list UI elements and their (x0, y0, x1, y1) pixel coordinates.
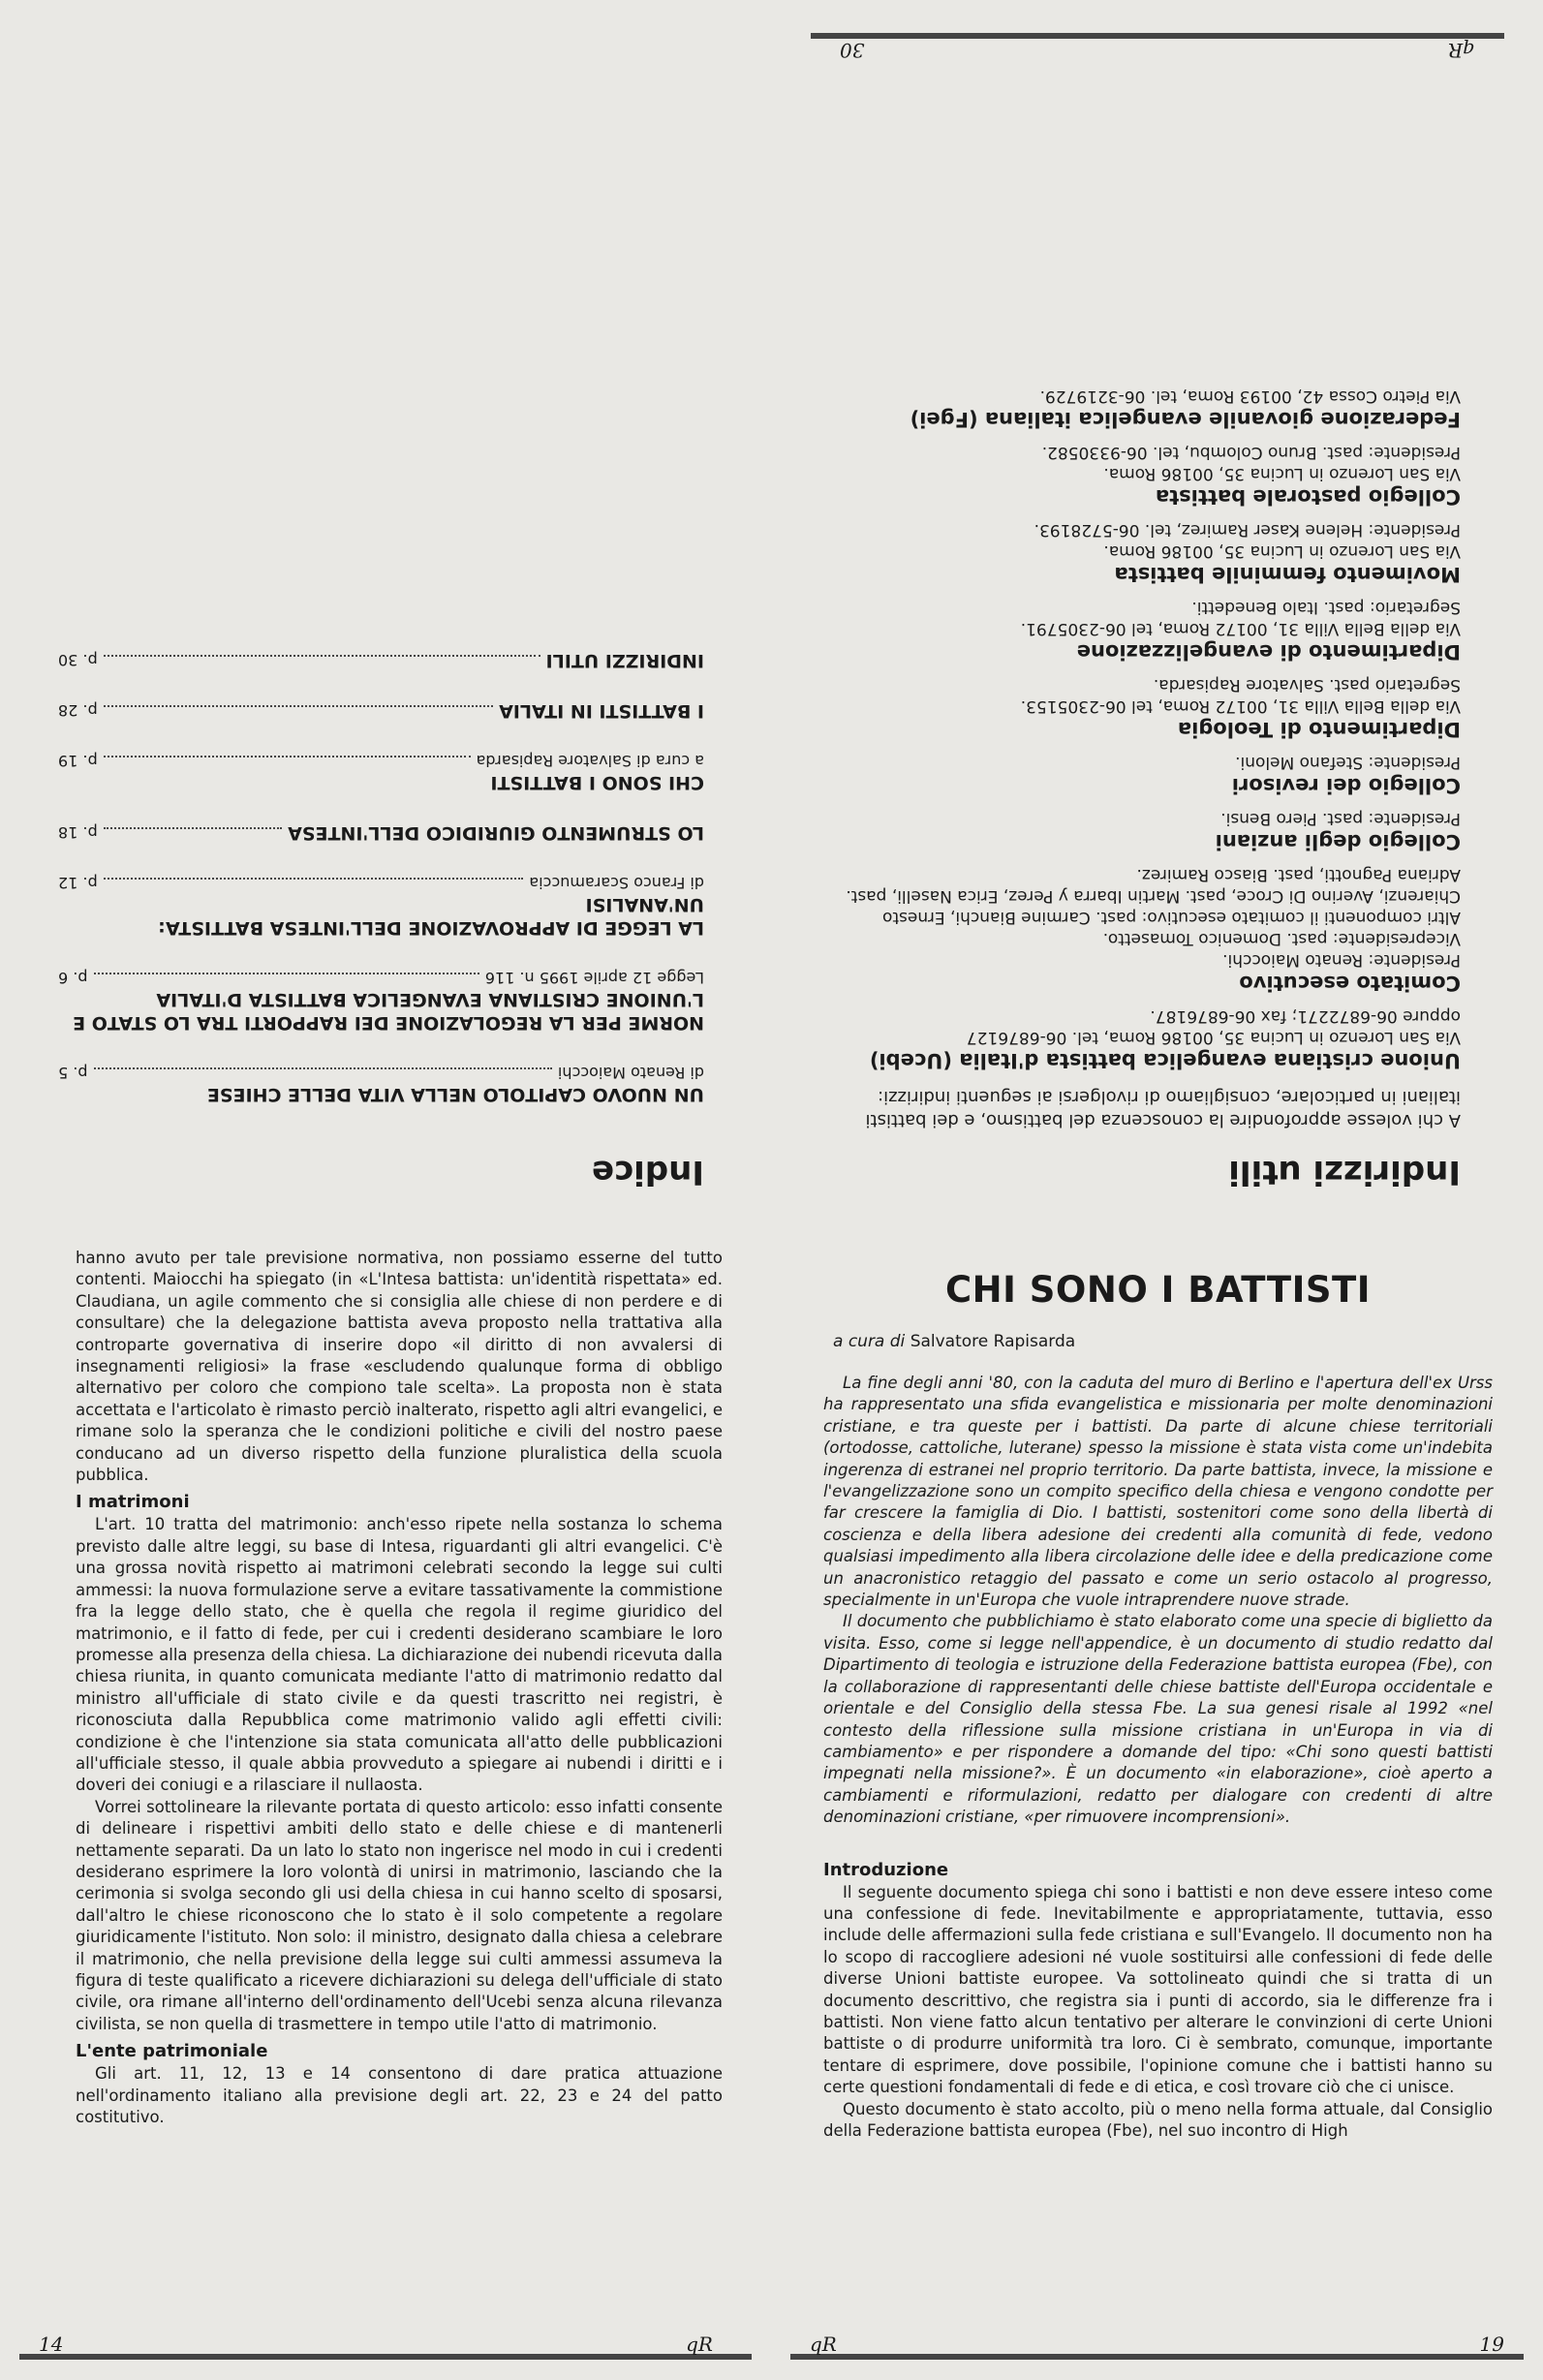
org-entry (830, 808, 1461, 854)
org-detail: Presidente: Stefano Meloni. (1235, 753, 1461, 772)
toc-leader (94, 1067, 552, 1069)
footer-rule (19, 2354, 752, 2360)
toc-title: I BATTISTI IN ITALIA (499, 700, 704, 722)
toc-page: p. 12 (58, 874, 98, 892)
toc-page: p. 5 (58, 1064, 88, 1082)
paragraph: Questo documento è stato accolto, più o meno nella forma attuale, dal Consiglio della Federazione battista europea (Fbe), nel suo incontro di High (823, 2099, 1493, 2140)
org-entry (830, 864, 1461, 996)
toc-subtitle: di Renato Maiocchi (557, 1064, 704, 1082)
byline-prefix: a cura di (833, 1332, 906, 1351)
intro-paragraph: Il documento che pubblichiamo è stato elaborato come una specie di biglietto da visita. Esso, come si legge nell'appendice, è un documento di studio redatto dal Dipartimento di teologia e istruzione della Federazione battista europea (Fbe), con la collaborazione di rappresentanti delle chiese battiste dell'Europa occidentale e orientale e del Consiglio della stessa Fbe. La sua genesi risale al 1992 «nel contesto della riflessione sulla missione cristiana in un'Europa in via di cambiamento» e per rispondere a domande del tipo: «Chi sono questi battisti impegnati nella missione?». È un documento «in elaborazione», cioè aperto a cambiamenti e riformulazioni, redatto per dialogare con credenti di altre denominazioni cristiane, «per rimuovere incomprensioni». (823, 1612, 1493, 1827)
toc-leader (104, 705, 493, 707)
footer-journal: qR (810, 2333, 837, 2356)
paragraph: hanno avuto per tale previsione normativa, non possiamo esserne del tutto contenti. Maiocchi ha spiegato (in «L'Intesa battista: un'identità rispettata» ed. Claudiana, un agile commento che si consiglia alle chiese di non perdere e di consultare) che la delegazione battista aveva proposto nella trattativa alla controparte governativa di inserire dopo «il diritto di non avvalersi di insegnamenti religiosi» la frase «escludendo qualunque forma di obbligo alternativo per coloro che compiono tale scelta». La proposta non è stata accettata e l'articolato è rimasto perciò inalterato, rispetto agli altri evangelici, e rimane solo la speranza che le condizioni politiche e civili del nostro paese conducano ad un diverso rispetto della funzione pluralistica della scuola pubblica. (76, 1249, 723, 1485)
toc-row (58, 750, 704, 771)
org-detail: oppure 06-6872271; fax 06-6876187. (1150, 1006, 1461, 1026)
toc-entry (58, 750, 704, 794)
org-entry (830, 442, 1461, 510)
org-name: Collegio pastorale battista (1155, 485, 1461, 509)
org-detail: Presidente: past. Piero Bensi. (1220, 809, 1461, 828)
toc-title: NORME PER LA REGOLAZIONE DEI RAPPORTI TRA LO STATO E L'UNIONE CRISTIANA EVANGELICA BATTISTA D'ITALIA (73, 989, 704, 1034)
toc-entry (58, 967, 704, 1035)
paragraph: Vorrei sottolineare la rilevante portata di questo articolo: esso infatti consente di delineare i rispettivi ambiti dello stato e delle chiese e di mantenerli nettamente separati. Da un lato lo stato non ingerisce nel modo in cui i credenti desiderano esprimere la loro volontà di unirsi in matrimonio, lasciando che la cerimonia si svolga secondo gli usi della chiesa in cui hanno scelto di sposarsi, dall'altro le chiese riconoscono che lo stato è il solo competente a regolare giuridicamente l'istituto. Non solo: il ministro, designato dalla chiesa a celebrare il matrimonio, che nella previsione della legge sui culti ammessi assumeva la figura di teste qualificato a ricevere dichiarazioni su delega dell'ufficiale di stato civile, ora rimane all'interno dell'ordinamento dell'Ucebi senza alcuna rilevanza civilista, se non quella di trasmettere in tempo utile l'atto di matrimonio. (76, 1797, 723, 2033)
org-entry (830, 752, 1461, 798)
toc-entry (58, 649, 704, 672)
toc-title: CHI SONO I BATTISTI (490, 772, 704, 793)
toc-page: p. 28 (58, 701, 98, 720)
toc-leader (104, 655, 540, 657)
org-entry (830, 386, 1461, 432)
toc-row (58, 649, 704, 672)
byline-author: Salvatore Rapisarda (910, 1332, 1076, 1351)
toc-subtitle: di Franco Scaramuccia (529, 874, 704, 892)
toc-row (58, 1062, 704, 1083)
toc-subtitle: a cura di Salvatore Rapisarda (476, 752, 704, 770)
org-detail: Presidente: Renato Maiocchi. (1222, 950, 1461, 970)
toc-row (58, 821, 704, 845)
org-detail: Segretario: past. Italo Benedetti. (1191, 598, 1461, 617)
toc-title: INDIRIZZI UTILI (545, 650, 704, 671)
page-number: 14 (39, 2333, 64, 2356)
footer-journal: qR (1448, 39, 1475, 62)
org-name: Comitato esecutivo (1239, 972, 1461, 995)
toc-title: LO STRUMENTO GIURIDICO DELL'INTESA (288, 822, 704, 844)
org-detail: Segretario past. Salvatore Rapisarda. (1153, 675, 1461, 695)
paragraph: Gli art. 11, 12, 13 e 14 consentono di dare pratica attuazione nell'ordinamento italiano alla previsione degli art. 22, 23 e 24 del patto costitutivo. (76, 2064, 723, 2127)
org-detail: Presidente: past. Bruno Colombu, tel. 06-9330582. (1041, 443, 1461, 462)
org-detail: Via San Lorenzo in Lucina 35, 00186 Roma. (1103, 541, 1461, 561)
footer-journal: qR (686, 2333, 713, 2356)
page-title: Indirizzi utili (1228, 1153, 1461, 1191)
toc-subtitle: Legge 12 aprile 1995 n. 116 (484, 969, 704, 987)
toc-row (58, 872, 704, 893)
section-heading: Introduzione (823, 1859, 949, 1880)
section-heading: L'ente patrimoniale (76, 2041, 268, 2062)
lead-text: A chi volesse approfondire la conoscenza del battismo, e dei battisti italiani in particolare, consigliamo di rivolgersi ai seguenti indirizzi: (865, 1087, 1461, 1130)
page-14 (0, 1230, 771, 2380)
paragraph: L'art. 10 tratta del matrimonio: anch'esso ripete nella sostanza lo schema previsto dalle altre leggi, su base di Intesa, riguardanti gli altri evangelici. C'è una grossa novità rispetto ai matrimoni celebrati secondo la legge sui culti ammessi: la nuova formulazione serve a evitare tassativamente la commistione fra la legge dello stato, che è quella che regola il regime giuridico del matrimonio, e il fatto di fede, per cui i credenti desiderano scambiare le loro promesse alla presenza della chiesa. La dichiarazione dei nubendi ricevuta dalla chiesa riunita, in quanto comunicata mediante l'atto di matrimonio redatto dal ministro all'ufficiale di stato civile e da questi trascritto nei registri, è riconosciuta dalla Repubblica come matrimonio valido agli effetti civili: condizione è che l'intenzione sia stata comunicata all'atto delle pubblicazioni all'ufficiale stesso, il quale abbia provveduto a spiegare ai nubendi i diritti e i doveri dei coniugi e a rilasciare il nullaosta. (76, 1515, 723, 1795)
toc-leader (104, 827, 282, 829)
toc-entry (58, 821, 704, 845)
org-entry (830, 519, 1461, 587)
org-detail: Via San Lorenzo in Lucina 35, 00186 Roma. (1103, 464, 1461, 483)
org-name: Collegio dei revisori (1231, 774, 1461, 797)
toc-entry (58, 872, 704, 940)
org-name: Collegio degli anziani (1215, 830, 1461, 853)
toc-list (58, 649, 704, 1106)
page-number: 30 (840, 39, 865, 62)
org-entry (830, 1005, 1461, 1073)
page-title: Indice (591, 1153, 704, 1191)
org-detail: Via San Lorenzo in Lucina 35, 00186 Roma, tel. 06-6876127 (966, 1028, 1461, 1047)
org-detail: Via della Bella Villa 31, 00172 Roma, tel 06-2305791. (1020, 619, 1461, 638)
toc-page: p. 19 (58, 752, 98, 770)
org-detail: Via Pietro Cossa 42, 00193 Roma, tel. 06-3219729. (1039, 386, 1461, 406)
page-19 (771, 1230, 1543, 2380)
page-indice (0, 0, 772, 1230)
toc-leader (104, 756, 471, 757)
toc-row (58, 699, 704, 723)
footer-rule (811, 33, 1504, 39)
org-entry (830, 674, 1461, 742)
org-list (830, 386, 1461, 1073)
org-detail: Presidente: Helene Kaser Ramirez, tel. 06-5728193. (1034, 520, 1461, 540)
org-name: Dipartimento di evangelizzazione (1076, 640, 1461, 664)
upright-spread (0, 1230, 1543, 2380)
org-detail: Via della Bella Villa 31, 00172 Roma, tel 06-2305153. (1020, 696, 1461, 716)
toc-page: p. 30 (58, 651, 98, 669)
toc-title: LA LEGGE DI APPROVAZIONE DELL'INTESA BATTISTA: UN'ANALISI (158, 894, 704, 939)
toc-page: p. 18 (58, 823, 98, 842)
org-name: Movimento femminile battista (1114, 563, 1461, 586)
org-name: Unione cristiana evangelica battista d'Italia (Ucebi) (869, 1049, 1461, 1072)
org-detail: Vicepresidente: past. Domenico Tomasetto. (1102, 929, 1461, 948)
org-name: Dipartimento di Teologia (1177, 718, 1461, 741)
org-entry (830, 597, 1461, 665)
toc-row (58, 967, 704, 988)
toc-leader (104, 878, 524, 880)
article-title: CHI SONO I BATTISTI (944, 1269, 1372, 1311)
page-indirizzi-utili (772, 0, 1543, 1230)
intro-paragraph: La fine degli anni '80, con la caduta del muro di Berlino e l'apertura dell'ex Urss ha rappresentato una sfida evangelistica e missionaria per molte denominazioni cristiane, e tra queste per i battisti. Da parte di alcune chiese territoriali (ortodosse, cattoliche, luterane) spesso la missione è stata vista come un'indebita ingerenza di estranei nel proprio territorio. Da parte battista, invece, la missione e l'evangelizzazione sono un compito specifico della chiesa e vengono condotte per far crescere la famiglia di Dio. I battisti, sostenitori come sono della libertà di coscienza e della libera adesione dei credenti alla comunità di fede, vedono qualsiasi impedimento alla libera circolazione delle idee e della predicazione come un anacronistico retaggio del passato e come un serio ostacolo al progresso, specialmente in un'Europa che vuole intraprendere nuove strade. (823, 1374, 1493, 1610)
byline (833, 1332, 1493, 1351)
toc-leader (94, 973, 479, 974)
org-detail: Altri componenti il comitato esecutivo: past. Carmine Bianchi, Ernesto Chiarenzi, Averino Di Croce, past. Martin Ibarra y Perez, Erica Naselli, past. Adriana Pagnotti, past. Biasco Ramirez. (846, 865, 1461, 927)
section-heading: I matrimoni (76, 1492, 190, 1513)
paragraph: Il seguente documento spiega chi sono i battisti e non deve essere inteso come una confessione di fede. Inevitabilmente e appropriatamente, tuttavia, esso include delle affermazioni sulla fede cristiana e sull'Evangelo. Il documento non ha lo scopo di raccogliere adesioni né vuole sostituirsi alle confessioni di fede delle diverse Unioni battiste europee. Va sottolineato quindi che si tratta di un documento descrittivo, che registra sia i punti di accordo, sia le differenze fra i battisti. Non viene fatto alcun tentativo per alterare le convinzioni di certe Unioni battiste o di produrre uniformità tra loro. Ci è sembrato, comunque, importante tentare di esprimere, dove possibile, l'opinione comune che i battisti hanno su certe questioni fondamentali di fede e di etica, e così trovare ciò che ci unisce. (823, 1882, 1493, 2097)
toc-page: p. 6 (58, 969, 88, 987)
org-name: Federazione giovanile evangelica italiana (Fgei) (910, 408, 1461, 431)
footer-rule (790, 2354, 1524, 2360)
toc-entry (58, 699, 704, 723)
page-number: 19 (1479, 2333, 1504, 2356)
toc-title: UN NUOVO CAPITOLO NELLA VITA DELLE CHIESE (206, 1084, 704, 1105)
toc-entry (58, 1062, 704, 1106)
